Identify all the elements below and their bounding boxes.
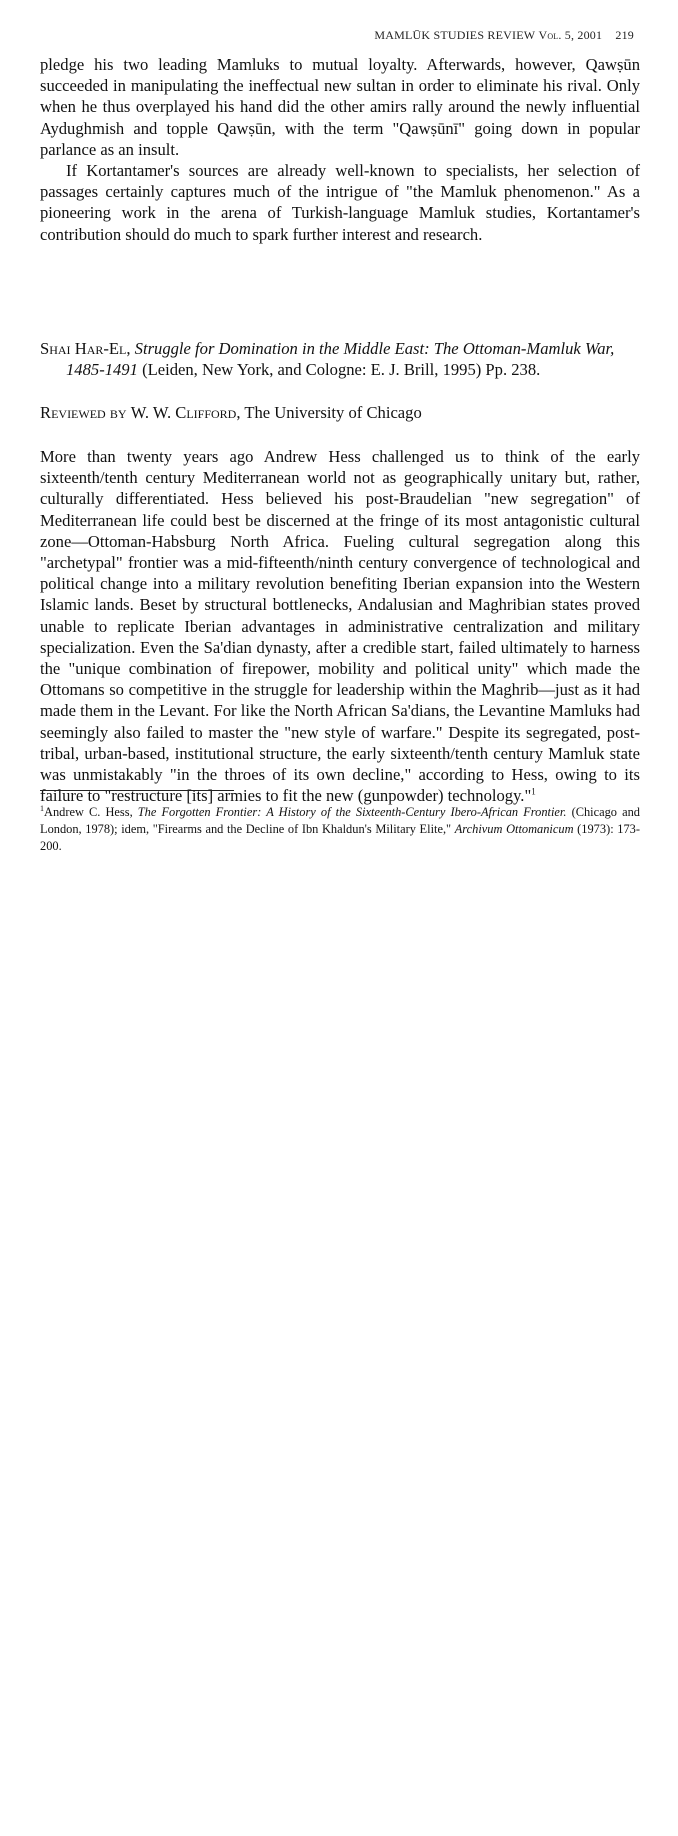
book-title: Struggle for Domination in the Middle East: The Ottoman-Mamluk War, 1485-1491 bbox=[66, 339, 615, 379]
reviewed-by-label: Reviewed by bbox=[40, 403, 127, 422]
footnote-journal-pub: (1973): 173-200. bbox=[40, 822, 640, 854]
journal-title: MAMLŪK STUDIES REVIEW bbox=[374, 28, 536, 42]
footnote-divider bbox=[40, 790, 234, 791]
reviewer-affiliation: The University of Chicago bbox=[244, 403, 422, 422]
paragraph: If Kortantamer's sources are already well-known to specialists, her selection of passages certainly captures much of the intrigue of "the Mamluk phenomenon." As a pioneering work in the arena of Turkish-language Mamluk studies, Kortantamer's contribution should do much to spark further interest and research. bbox=[40, 161, 640, 244]
footnote bbox=[40, 800, 640, 855]
book-author: Shai Har-El, bbox=[40, 339, 131, 358]
volume-info: Vol. 5, 2001 bbox=[538, 28, 603, 42]
footnotes bbox=[40, 800, 640, 855]
review-citation bbox=[40, 338, 640, 380]
reviewer-name: W. W. Clifford, bbox=[130, 403, 241, 422]
paragraph bbox=[40, 446, 640, 806]
footnote-author: Andrew C. Hess, bbox=[44, 805, 133, 820]
footnote-journal: Archivum Ottomanicum bbox=[454, 822, 574, 837]
footnote-book-pub: (Chicago and London, 1978); idem, "Firearms and the Decline of Ibn Khaldun's Military Elite," bbox=[40, 805, 640, 837]
publication-info: (Leiden, New York, and Cologne: E. J. Brill, 1995) Pp. 238. bbox=[142, 360, 541, 379]
book-citation bbox=[40, 338, 640, 380]
running-header bbox=[374, 28, 634, 43]
review-text: More than twenty years ago Andrew Hess challenged us to think of the early sixteenth/tenth century Mediterranean world not as geographically unitary but, rather, culturally differentiated. Hess believed his post-Braudelian "new segregation" of Mediterranean life could best be discerned at the fringe of its most antagonistic cultural zone—Ottoman-Habsburg North Africa. Fueling cultural segregation along this "archetypal" frontier was a mid-fifteenth/ninth century convergence of technological and political change into a military revolution benefiting Iberian expansion into the Western Islamic lands. Beset by structural bottlenecks, Andalusian and Maghribian states proved unable to replicate Iberian advantages in administrative centralization and military specialization. Even the Sa'dian dynasty, after a credible start, failed ultimately to harness the "unique combination of firepower, mobility and political unity" which made the Ottomans so competitive in the struggle for leadership within the Maghrib—just as it had made them in the Levant. For like the North African Sa'dians, the Levantine Mamluks had seemingly also failed to master the "new style of warfare." Despite its segregated, post-tribal, urban-based, institutional structure, the early sixteenth/tenth century Mamluk state was unmistakably "in the throes of its own decline," according to Hess, owing to its failure to "restructure [its] armies to fit the new (gunpowder) technology." bbox=[40, 447, 640, 806]
footnote-marker[interactable]: 1 bbox=[531, 786, 536, 797]
paragraph: pledge his two leading Mamluks to mutual loyalty. Afterwards, however, Qawṣūn succeeded in manipulating the ineffectual new sultan in order to eliminate his rival. Only when he thus overplayed his hand did the other amirs rally around the newly influential Aydughmish and topple Qawṣūn, with the term "Qawṣūnī" going down in popular parlance as an insult. bbox=[40, 55, 640, 159]
review-body bbox=[40, 446, 640, 806]
reviewer-line bbox=[40, 402, 640, 423]
continuation-text bbox=[40, 54, 640, 245]
page-number: 219 bbox=[615, 28, 634, 42]
footnote-book-title: The Forgotten Frontier: A History of the Sixteenth-Century Ibero-African Frontier. bbox=[137, 805, 567, 820]
footnote-number: 1 bbox=[40, 804, 44, 813]
